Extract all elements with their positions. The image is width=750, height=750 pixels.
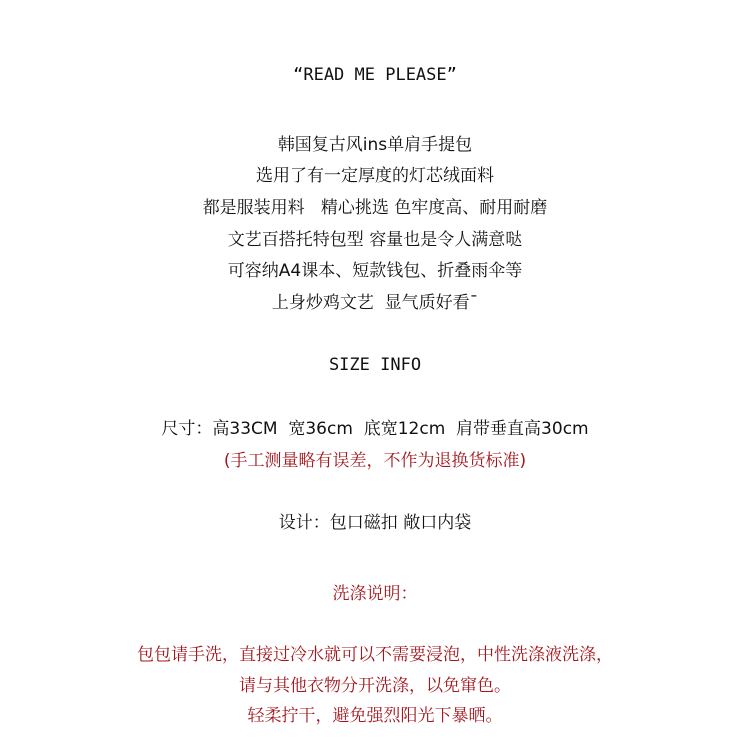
wash-instruction-line-3: 轻柔拧干，避免强烈阳光下暴晒。 xyxy=(247,706,503,726)
size-measurement-note: (手工测量略有误差，不作为退换货标准) xyxy=(223,451,527,471)
description-line-3: 都是服装用料 精心挑选 色牢度高、耐用耐磨 xyxy=(202,198,548,218)
description-line-5: 可容纳A4课本、短款钱包、折叠雨伞等 xyxy=(227,261,523,281)
wash-instruction-line-2: 请与其他衣物分开洗涤，以免窜色。 xyxy=(239,676,511,696)
readme-heading: “READ ME PLEASE” xyxy=(293,65,457,85)
design-details-line: 设计：包口磁扣 敞口内袋 xyxy=(278,513,472,533)
description-line-2: 选用了有一定厚度的灯芯绒面料 xyxy=(256,166,494,186)
size-info-heading: SIZE INFO xyxy=(328,355,422,375)
description-line-1: 韩国复古风ins单肩手提包 xyxy=(277,135,473,155)
description-line-6: 上身炒鸡文艺 显气质好看¯ xyxy=(271,293,479,313)
description-line-4: 文艺百搭托特包型 容量也是令人满意哒 xyxy=(227,230,523,250)
wash-instructions-heading: 洗涤说明： xyxy=(332,584,418,604)
wash-instruction-line-1: 包包请手洗，直接过冷水就可以不需要浸泡，中性洗涤液洗涤， xyxy=(137,645,613,665)
size-dimensions-line: 尺寸：高33CM 宽36cm 底宽12cm 肩带垂直高30cm xyxy=(161,419,589,439)
